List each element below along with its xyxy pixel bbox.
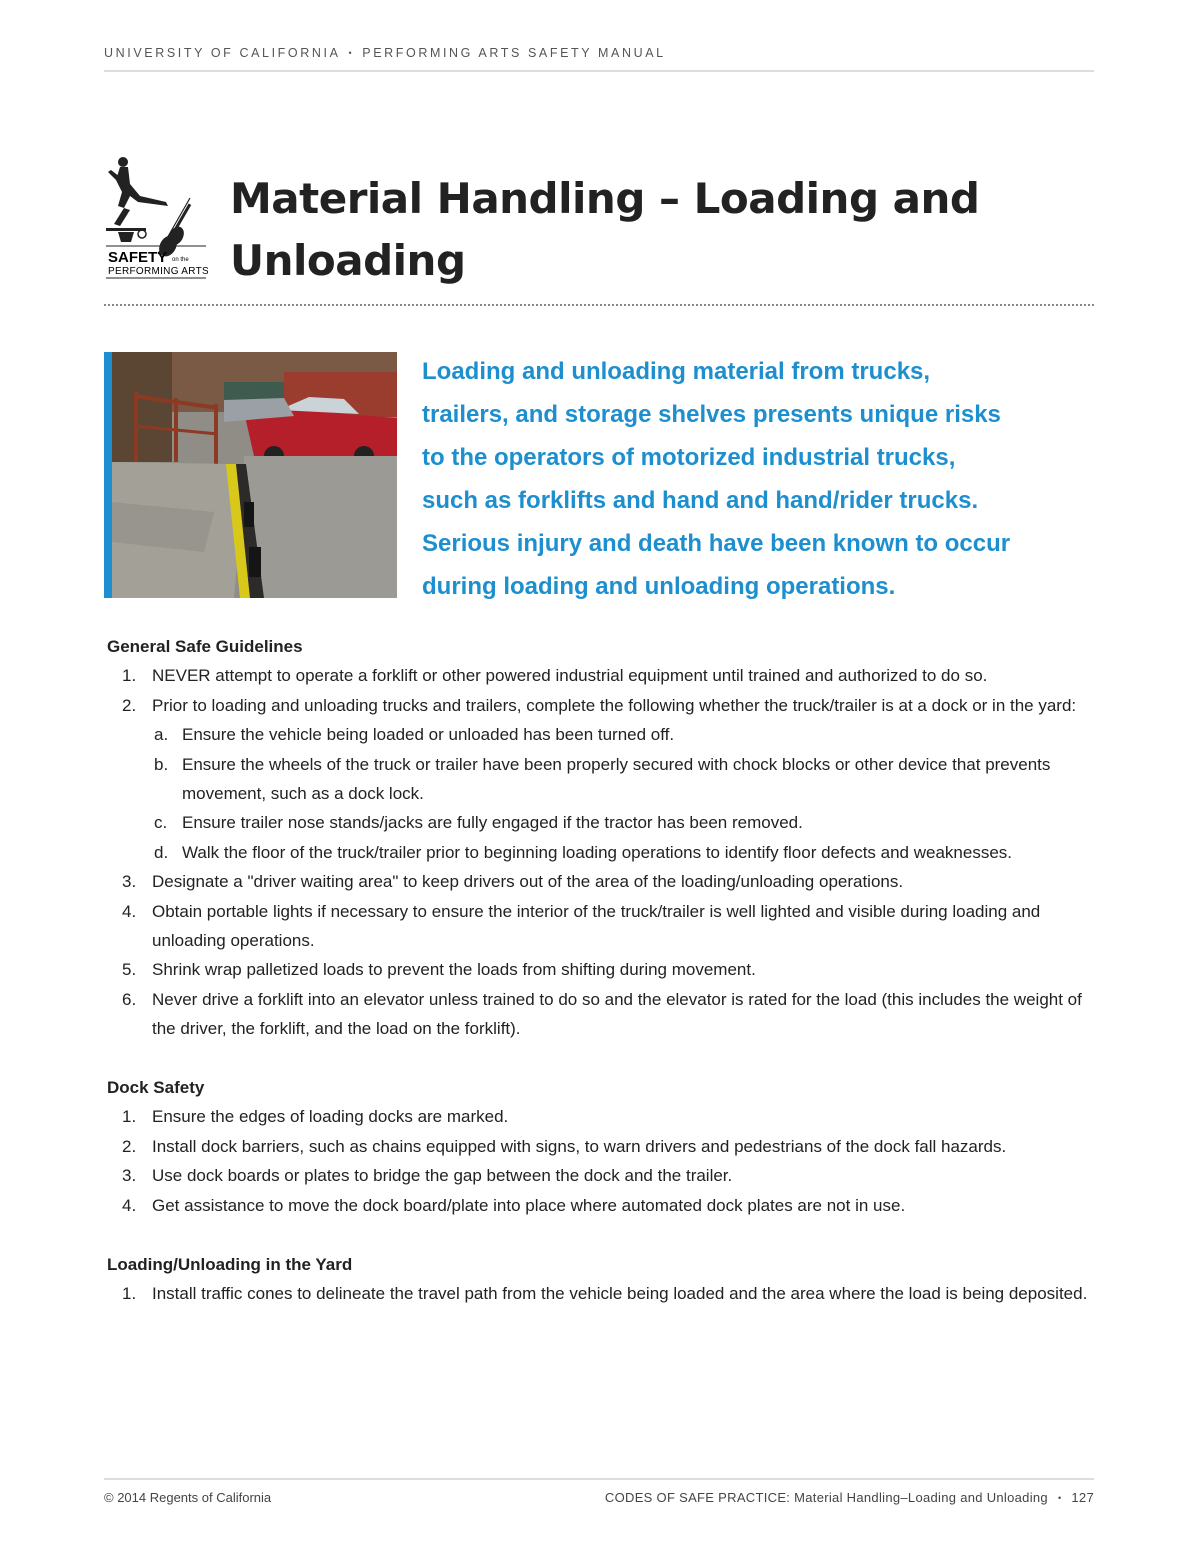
list-item [107, 897, 1097, 956]
loading-dock-image-icon [104, 352, 397, 598]
list-item [107, 867, 1097, 896]
sub-list-letter: c. [154, 813, 168, 833]
page-title [230, 168, 1090, 292]
list-text: Obtain portable lights if necessary to ensure the interior of the truck/trailer is well lighted and visible during loading and unloading operations. [152, 901, 1041, 951]
sub-list-text: Walk the floor of the truck/trailer prior to beginning loading operations to identify floor defects and weaknesses. [182, 842, 1012, 862]
list-item [107, 1191, 1097, 1220]
title-dotted-rule [104, 304, 1094, 306]
list-item [107, 1279, 1097, 1308]
section-heading-dock: Dock Safety [107, 1078, 205, 1098]
footer-copyright: © 2014 Regents of California [104, 1490, 272, 1505]
list-number: 5. [122, 960, 137, 980]
list-text: NEVER attempt to operate a forklift or other powered industrial equipment until trained and authorized to do so. [152, 666, 988, 686]
list-number: 2. [122, 695, 137, 715]
header-manual: PERFORMING ARTS SAFETY MANUAL [362, 46, 666, 60]
logo-text-safety: SAFETY [108, 249, 168, 266]
section-heading-yard: Loading/Unloading in the Yard [107, 1254, 353, 1274]
list-number: 3. [122, 872, 137, 892]
intro-line: during loading and unloading operations. [422, 573, 896, 600]
intro-line: trailers, and storage shelves presents unique risks [422, 401, 1001, 428]
running-header [104, 46, 1094, 60]
intro-line: Loading and unloading material from trucks, [422, 358, 931, 385]
list-item [107, 1161, 1097, 1190]
logo-text-performing-arts: PERFORMING ARTS [108, 266, 208, 277]
sub-list-text: Ensure trailer nose stands/jacks are fully engaged if the tractor has been removed. [182, 813, 803, 833]
list-item [107, 661, 1097, 690]
list-text: Shrink wrap palletized loads to prevent the loads from shifting during movement. [152, 960, 756, 980]
intro-line: Serious injury and death have been known to occur [422, 530, 1011, 557]
sub-list-letter: b. [154, 754, 169, 774]
dock-safety-list [107, 1102, 1097, 1220]
list-number: 6. [122, 989, 137, 1009]
title-line-1: Material Handling – Loading and [230, 174, 980, 223]
sub-list-letter: a. [154, 725, 169, 745]
list-item [107, 985, 1097, 1044]
header-separator: • [348, 48, 355, 58]
intro-paragraph [422, 350, 1102, 608]
title-line-2: Unloading [230, 236, 466, 285]
logo-text-on-the: on the [172, 257, 189, 263]
header-university: UNIVERSITY OF CALIFORNIA [104, 46, 341, 60]
header-rule [104, 70, 1094, 72]
intro-line: to the operators of motorized industrial trucks, [422, 444, 956, 471]
page-number: 127 [1071, 1490, 1094, 1505]
list-item [107, 1102, 1097, 1131]
sub-list [152, 720, 1097, 867]
general-guidelines-list [107, 661, 1097, 1043]
safety-performing-arts-logo [104, 150, 208, 285]
list-item [107, 691, 1097, 867]
footer-section-title: CODES OF SAFE PRACTICE: Material Handling–Loading and Unloading [604, 1490, 1048, 1505]
sub-list-item [152, 720, 1097, 749]
list-number: 1. [122, 1283, 137, 1303]
footer-separator: • [1057, 1493, 1062, 1503]
list-number: 1. [122, 1107, 137, 1127]
list-item [107, 1132, 1097, 1161]
body-content [107, 632, 1097, 1308]
dancer-violin-logo-icon [104, 150, 208, 285]
list-number: 4. [122, 901, 137, 921]
intro-line: such as forklifts and hand and hand/rider trucks. [422, 487, 979, 514]
yard-list [107, 1279, 1097, 1308]
list-number: 2. [122, 1136, 137, 1156]
loading-dock-photo [104, 352, 397, 598]
list-item [107, 955, 1097, 984]
footer-rule [104, 1478, 1094, 1480]
sub-list-item [152, 808, 1097, 837]
footer-section-info [605, 1490, 1094, 1505]
sub-list-text: Ensure the vehicle being loaded or unloaded has been turned off. [182, 725, 675, 745]
list-text: Prior to loading and unloading trucks and trailers, complete the following whether the truck/trailer is at a dock or in the yard: [152, 695, 1077, 715]
list-number: 3. [122, 1166, 137, 1186]
sub-list-letter: d. [154, 842, 169, 862]
section-heading-general: General Safe Guidelines [107, 637, 303, 656]
list-text: Never drive a forklift into an elevator unless trained to do so and the elevator is rated for the load (this includes the weight of the driver, the forklift, and the load on the forklift). [152, 989, 1082, 1039]
list-number: 4. [122, 1195, 137, 1215]
list-text: Ensure the edges of loading docks are marked. [152, 1107, 509, 1127]
list-text: Get assistance to move the dock board/plate into place where automated dock plates are not in use. [152, 1195, 906, 1215]
list-number: 1. [122, 666, 137, 686]
sub-list-text: Ensure the wheels of the truck or trailer have been properly secured with chock blocks or other device that prevents movement, such as a dock lock. [182, 754, 1051, 804]
list-text: Use dock boards or plates to bridge the gap between the dock and the trailer. [152, 1166, 733, 1186]
sub-list-item [152, 750, 1097, 809]
list-text: Designate a "driver waiting area" to keep drivers out of the area of the loading/unloading operations. [152, 872, 904, 892]
sub-list-item [152, 838, 1097, 867]
list-text: Install dock barriers, such as chains equipped with signs, to warn drivers and pedestrians of the dock fall hazards. [152, 1136, 1007, 1156]
list-text: Install traffic cones to delineate the travel path from the vehicle being loaded and the area where the load is being deposited. [152, 1283, 1088, 1303]
